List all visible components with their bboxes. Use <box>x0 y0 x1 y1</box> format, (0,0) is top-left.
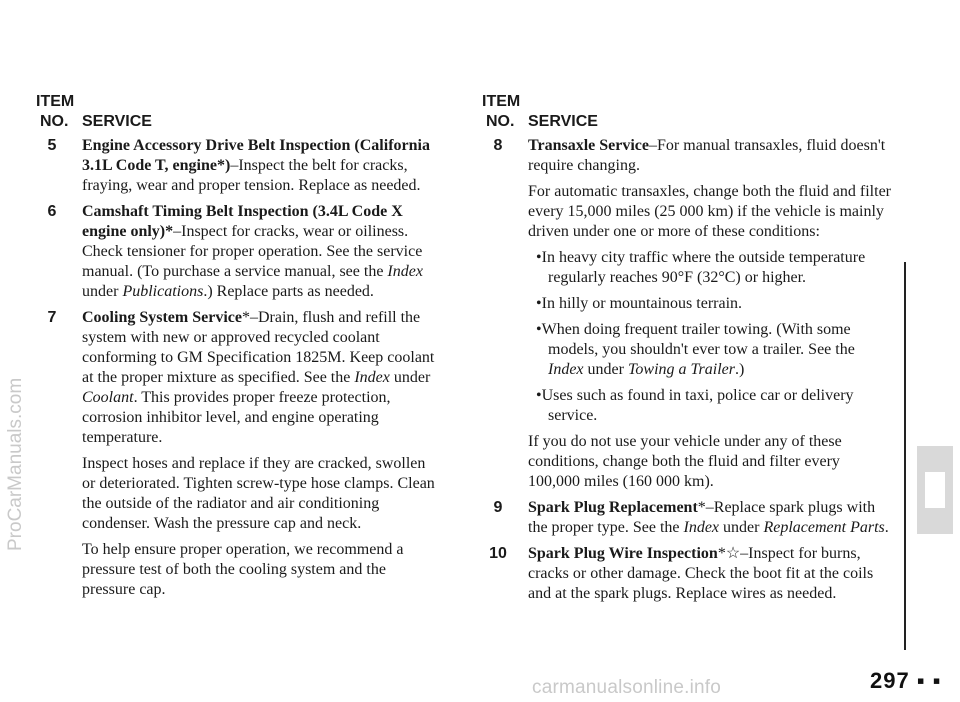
entry-number: 5 <box>47 137 57 154</box>
entry-title: Spark Plug Replacement <box>528 499 698 516</box>
entry-paragraph: If you do not use your vehicle under any of these conditions, change both the fluid and filter every 100,000 miles (160 000 km). <box>528 433 842 490</box>
entry-title: Transaxle Service <box>528 137 650 154</box>
entry-title: Cooling System Service <box>82 309 242 326</box>
entry-6 <box>36 202 436 302</box>
entry-paragraph: Inspect hoses and replace if they are cracked, swollen or deteriorated. Tighten screw-type hose clamps. Clean the outside of the radiator and air conditioning condenser. Wash the pressure cap and neck. <box>82 455 435 532</box>
service-label: SERVICE <box>82 113 152 130</box>
entry-text: Cooling System Service*–Drain, flush and refill the system with new or approved recycled coolant conforming to GM Specification 1825M. Keep coolant at the proper mixture as specified. See the Index under Coolant. This provides proper freeze protection, corrosion inhibitor level, and engine operating temperature. <box>82 309 435 446</box>
entry-text: Spark Plug Wire Inspection*☆–Inspect for burns, cracks or other damage. Check the boot fit at the coils and at the spark plugs. Replace wires as needed. <box>528 545 874 602</box>
entry-number: 7 <box>47 309 57 326</box>
list-item: •In heavy city traffic where the outside temperature regularly reaches 90°F (32°C) or higher. <box>536 249 866 286</box>
item-label: ITEM <box>482 93 521 110</box>
entry-paragraph: For automatic transaxles, change both the fluid and filter every 15,000 miles (25 000 km) if the vehicle is mainly driven under one or more of these conditions: <box>528 183 891 240</box>
entry-text: Spark Plug Replacement*–Replace spark plugs with the proper type. See the Index under Replacement Parts. <box>528 499 889 536</box>
service-label: SERVICE <box>528 113 598 130</box>
column-header-left <box>36 92 436 132</box>
item-label: ITEM <box>36 93 75 110</box>
entry-title: Spark Plug Wire Inspection <box>528 545 718 562</box>
column-right <box>482 92 892 610</box>
list-item: •In hilly or mountainous terrain. <box>536 295 743 312</box>
entry-8 <box>482 136 892 492</box>
margin-rule <box>904 262 906 650</box>
page-number: 297 ▪ ▪ <box>870 668 942 693</box>
list-item: •When doing frequent trailer towing. (With some models, you shouldn't ever tow a trailer. See the Index under Towing a Trailer.) <box>536 321 855 378</box>
entry-7 <box>36 308 436 600</box>
entry-title: Camshaft Timing Belt Inspection (3.4L Code X engine only)* <box>82 203 403 240</box>
entry-9 <box>482 498 892 538</box>
entry-10 <box>482 544 892 604</box>
entry-number: 6 <box>47 203 57 220</box>
condition-list <box>528 248 892 426</box>
entry-text: Camshaft Timing Belt Inspection (3.4L Code X engine only)*–Inspect for cracks, wear or oiliness. Check tensioner for proper operation. See the service manual. (To purchase a service manual, see the Index under Publications.) Replace parts as needed. <box>82 203 423 300</box>
section-thumb-tab <box>917 446 953 534</box>
watermark-side-text: ProCarManuals.com <box>5 377 26 551</box>
entry-text: Transaxle Service–For manual transaxles, fluid doesn't require changing. <box>528 137 886 174</box>
watermark-side <box>2 175 28 555</box>
entry-text: Engine Accessory Drive Belt Inspection (California 3.1L Code T, engine*)–Inspect the belt for cracks, fraying, wear and proper tension. Replace as needed. <box>82 137 430 194</box>
no-label: NO. <box>486 113 515 130</box>
entry-title: Engine Accessory Drive Belt Inspection (California 3.1L Code T, engine*) <box>82 137 430 174</box>
no-label: NO. <box>40 113 69 130</box>
entry-5 <box>36 136 436 196</box>
watermark-bottom: carmanualsonline.info <box>532 677 722 698</box>
entry-number: 9 <box>493 499 503 516</box>
entry-number: 10 <box>489 545 507 562</box>
column-left <box>36 92 436 606</box>
list-item: •Uses such as found in taxi, police car or delivery service. <box>536 387 854 424</box>
column-header-right <box>482 92 892 132</box>
entry-number: 8 <box>493 137 503 154</box>
entry-paragraph: To help ensure proper operation, we recommend a pressure test of both the cooling system and the pressure cap. <box>82 541 404 598</box>
